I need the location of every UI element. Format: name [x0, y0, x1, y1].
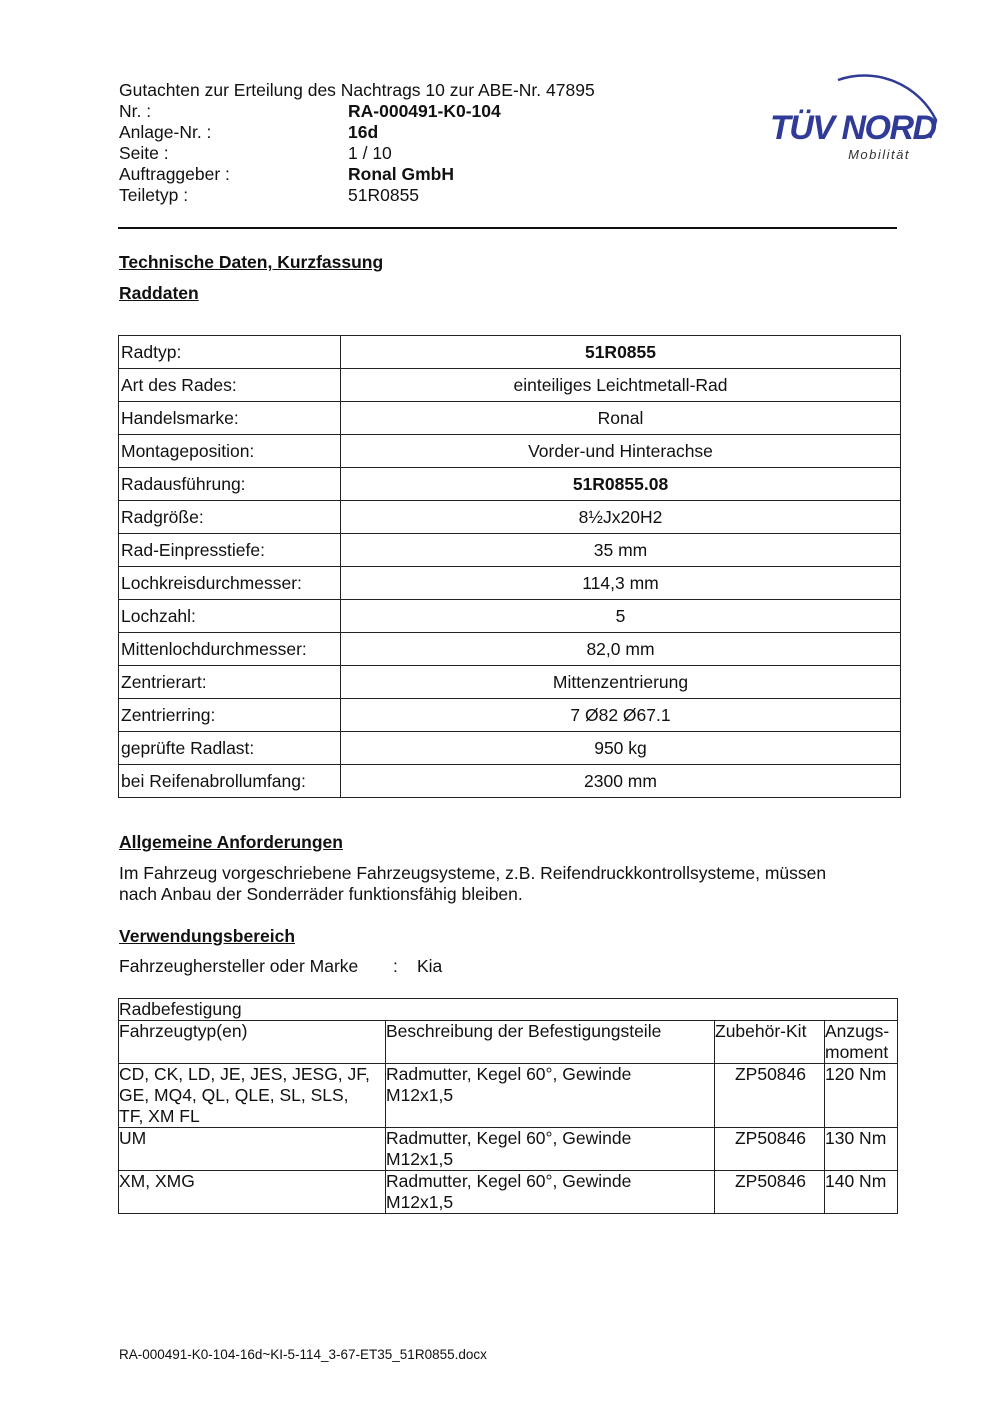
seite-value: 1 / 10: [348, 143, 392, 163]
raddaten-row: [119, 435, 901, 468]
raddaten-key: Rad-Einpresstiefe:: [119, 534, 341, 567]
raddaten-row: [119, 666, 901, 699]
heading-technische: Technische Daten, Kurzfassung: [119, 252, 384, 272]
radbefestigung-header-cell: Fahrzeugtyp(en): [119, 1021, 386, 1064]
radbefestigung-row: [119, 1064, 898, 1128]
heading-verwendung: Verwendungsbereich: [119, 926, 296, 946]
raddaten-value: 51R0855: [341, 336, 901, 369]
raddaten-key: Radtyp:: [119, 336, 341, 369]
auftraggeber-label: Auftraggeber :: [119, 164, 230, 184]
verwendung-row: [119, 956, 442, 977]
raddaten-value: Ronal: [341, 402, 901, 435]
radbefestigung-table: [118, 998, 898, 1214]
footer-filename: RA-000491-K0-104-16d~KI-5-114_3-67-ET35_51R0855.docx: [119, 1347, 487, 1362]
raddaten-value: 7 Ø82 Ø67.1: [341, 699, 901, 732]
radbefestigung-cell: ZP50846: [715, 1128, 825, 1171]
radbefestigung-cell: ZP50846: [715, 1171, 825, 1214]
allgemeine-line-1: Im Fahrzeug vorgeschriebene Fahrzeugsysteme, z.B. Reifendruckkontrollsysteme, müssen: [119, 863, 827, 883]
raddaten-row: [119, 468, 901, 501]
anlage-value: 16d: [348, 122, 379, 142]
radbefestigung-row: [119, 1128, 898, 1171]
radbefestigung-cell: XM, XMG: [119, 1171, 386, 1214]
raddaten-row: [119, 402, 901, 435]
raddaten-value: 950 kg: [341, 732, 901, 765]
raddaten-row: [119, 600, 901, 633]
raddaten-value: Vorder-und Hinterachse: [341, 435, 901, 468]
radbefestigung-cell: Radmutter, Kegel 60°, Gewinde M12x1,5: [386, 1064, 715, 1128]
heading-raddaten: Raddaten: [119, 283, 199, 303]
anlage-label: Anlage-Nr. :: [119, 122, 212, 142]
auftraggeber-value: Ronal GmbH: [348, 164, 454, 184]
raddaten-key: Lochkreisdurchmesser:: [119, 567, 341, 600]
teiletyp-label: Teiletyp :: [119, 185, 189, 205]
verwendung-value: Kia: [417, 956, 443, 976]
raddaten-value: 82,0 mm: [341, 633, 901, 666]
raddaten-key: Handelsmarke:: [119, 402, 341, 435]
radbefestigung-title: Radbefestigung: [119, 999, 898, 1021]
raddaten-value: 51R0855.08: [341, 468, 901, 501]
nr-value: RA-000491-K0-104: [348, 101, 501, 121]
raddaten-row: [119, 732, 901, 765]
radbefestigung-cell: CD, CK, LD, JE, JES, JESG, JF, GE, MQ4, QL, QLE, SL, SLS, TF, XM FL: [119, 1064, 386, 1128]
raddaten-table: [118, 335, 901, 798]
raddaten-key: bei Reifenabrollumfang:: [119, 765, 341, 798]
logo-sub-text: Mobilität: [848, 147, 910, 162]
raddaten-value: 2300 mm: [341, 765, 901, 798]
raddaten-key: Radausführung:: [119, 468, 341, 501]
raddaten-value: Mittenzentrierung: [341, 666, 901, 699]
raddaten-row: [119, 336, 901, 369]
raddaten-key: Mittenlochdurchmesser:: [119, 633, 341, 666]
raddaten-row: [119, 369, 901, 402]
logo-brand-text: TÜV NORD: [770, 109, 936, 147]
raddaten-value: einteiliges Leichtmetall-Rad: [341, 369, 901, 402]
radbefestigung-header-row: [119, 1021, 898, 1064]
nr-label: Nr. :: [119, 101, 152, 121]
radbefestigung-cell: UM: [119, 1128, 386, 1171]
radbefestigung-cell: Radmutter, Kegel 60°, Gewinde M12x1,5: [386, 1171, 715, 1214]
radbefestigung-cell: 120 Nm: [825, 1064, 898, 1128]
allgemeine-line-2: nach Anbau der Sonderräder funktionsfähig bleiben.: [119, 884, 523, 904]
raddaten-key: Montageposition:: [119, 435, 341, 468]
teiletyp-value: 51R0855: [348, 185, 420, 205]
raddaten-key: geprüfte Radlast:: [119, 732, 341, 765]
seite-label: Seite :: [119, 143, 169, 163]
radbefestigung-row: [119, 1171, 898, 1214]
raddaten-key: Lochzahl:: [119, 600, 341, 633]
tuev-nord-logo: [768, 60, 946, 164]
raddaten-key: Zentrierring:: [119, 699, 341, 732]
radbefestigung-cell: 130 Nm: [825, 1128, 898, 1171]
verwendung-sep: :: [393, 956, 398, 976]
raddaten-key: Radgröße:: [119, 501, 341, 534]
raddaten-row: [119, 633, 901, 666]
radbefestigung-header-cell: Beschreibung der Befestigungsteile: [386, 1021, 715, 1064]
header-divider: [118, 227, 897, 229]
raddaten-value: 5: [341, 600, 901, 633]
header-title: Gutachten zur Erteilung des Nachtrags 10 zur ABE-Nr. 47895: [119, 80, 595, 100]
radbefestigung-cell: ZP50846: [715, 1064, 825, 1128]
verwendung-label: Fahrzeughersteller oder Marke: [119, 956, 359, 976]
document-header: [119, 80, 595, 206]
raddaten-key: Zentrierart:: [119, 666, 341, 699]
raddaten-key: Art des Rades:: [119, 369, 341, 402]
radbefestigung-cell: 140 Nm: [825, 1171, 898, 1214]
raddaten-value: 8½Jx20H2: [341, 501, 901, 534]
radbefestigung-cell: Radmutter, Kegel 60°, Gewinde M12x1,5: [386, 1128, 715, 1171]
raddaten-value: 35 mm: [341, 534, 901, 567]
radbefestigung-header-cell: Anzugs- moment: [825, 1021, 898, 1064]
raddaten-row: [119, 567, 901, 600]
allgemeine-text: [119, 863, 826, 905]
heading-allgemeine: Allgemeine Anforderungen: [119, 832, 343, 852]
raddaten-row: [119, 765, 901, 798]
raddaten-row: [119, 699, 901, 732]
raddaten-row: [119, 501, 901, 534]
raddaten-row: [119, 534, 901, 567]
radbefestigung-header-cell: Zubehör-Kit: [715, 1021, 825, 1064]
raddaten-value: 114,3 mm: [341, 567, 901, 600]
